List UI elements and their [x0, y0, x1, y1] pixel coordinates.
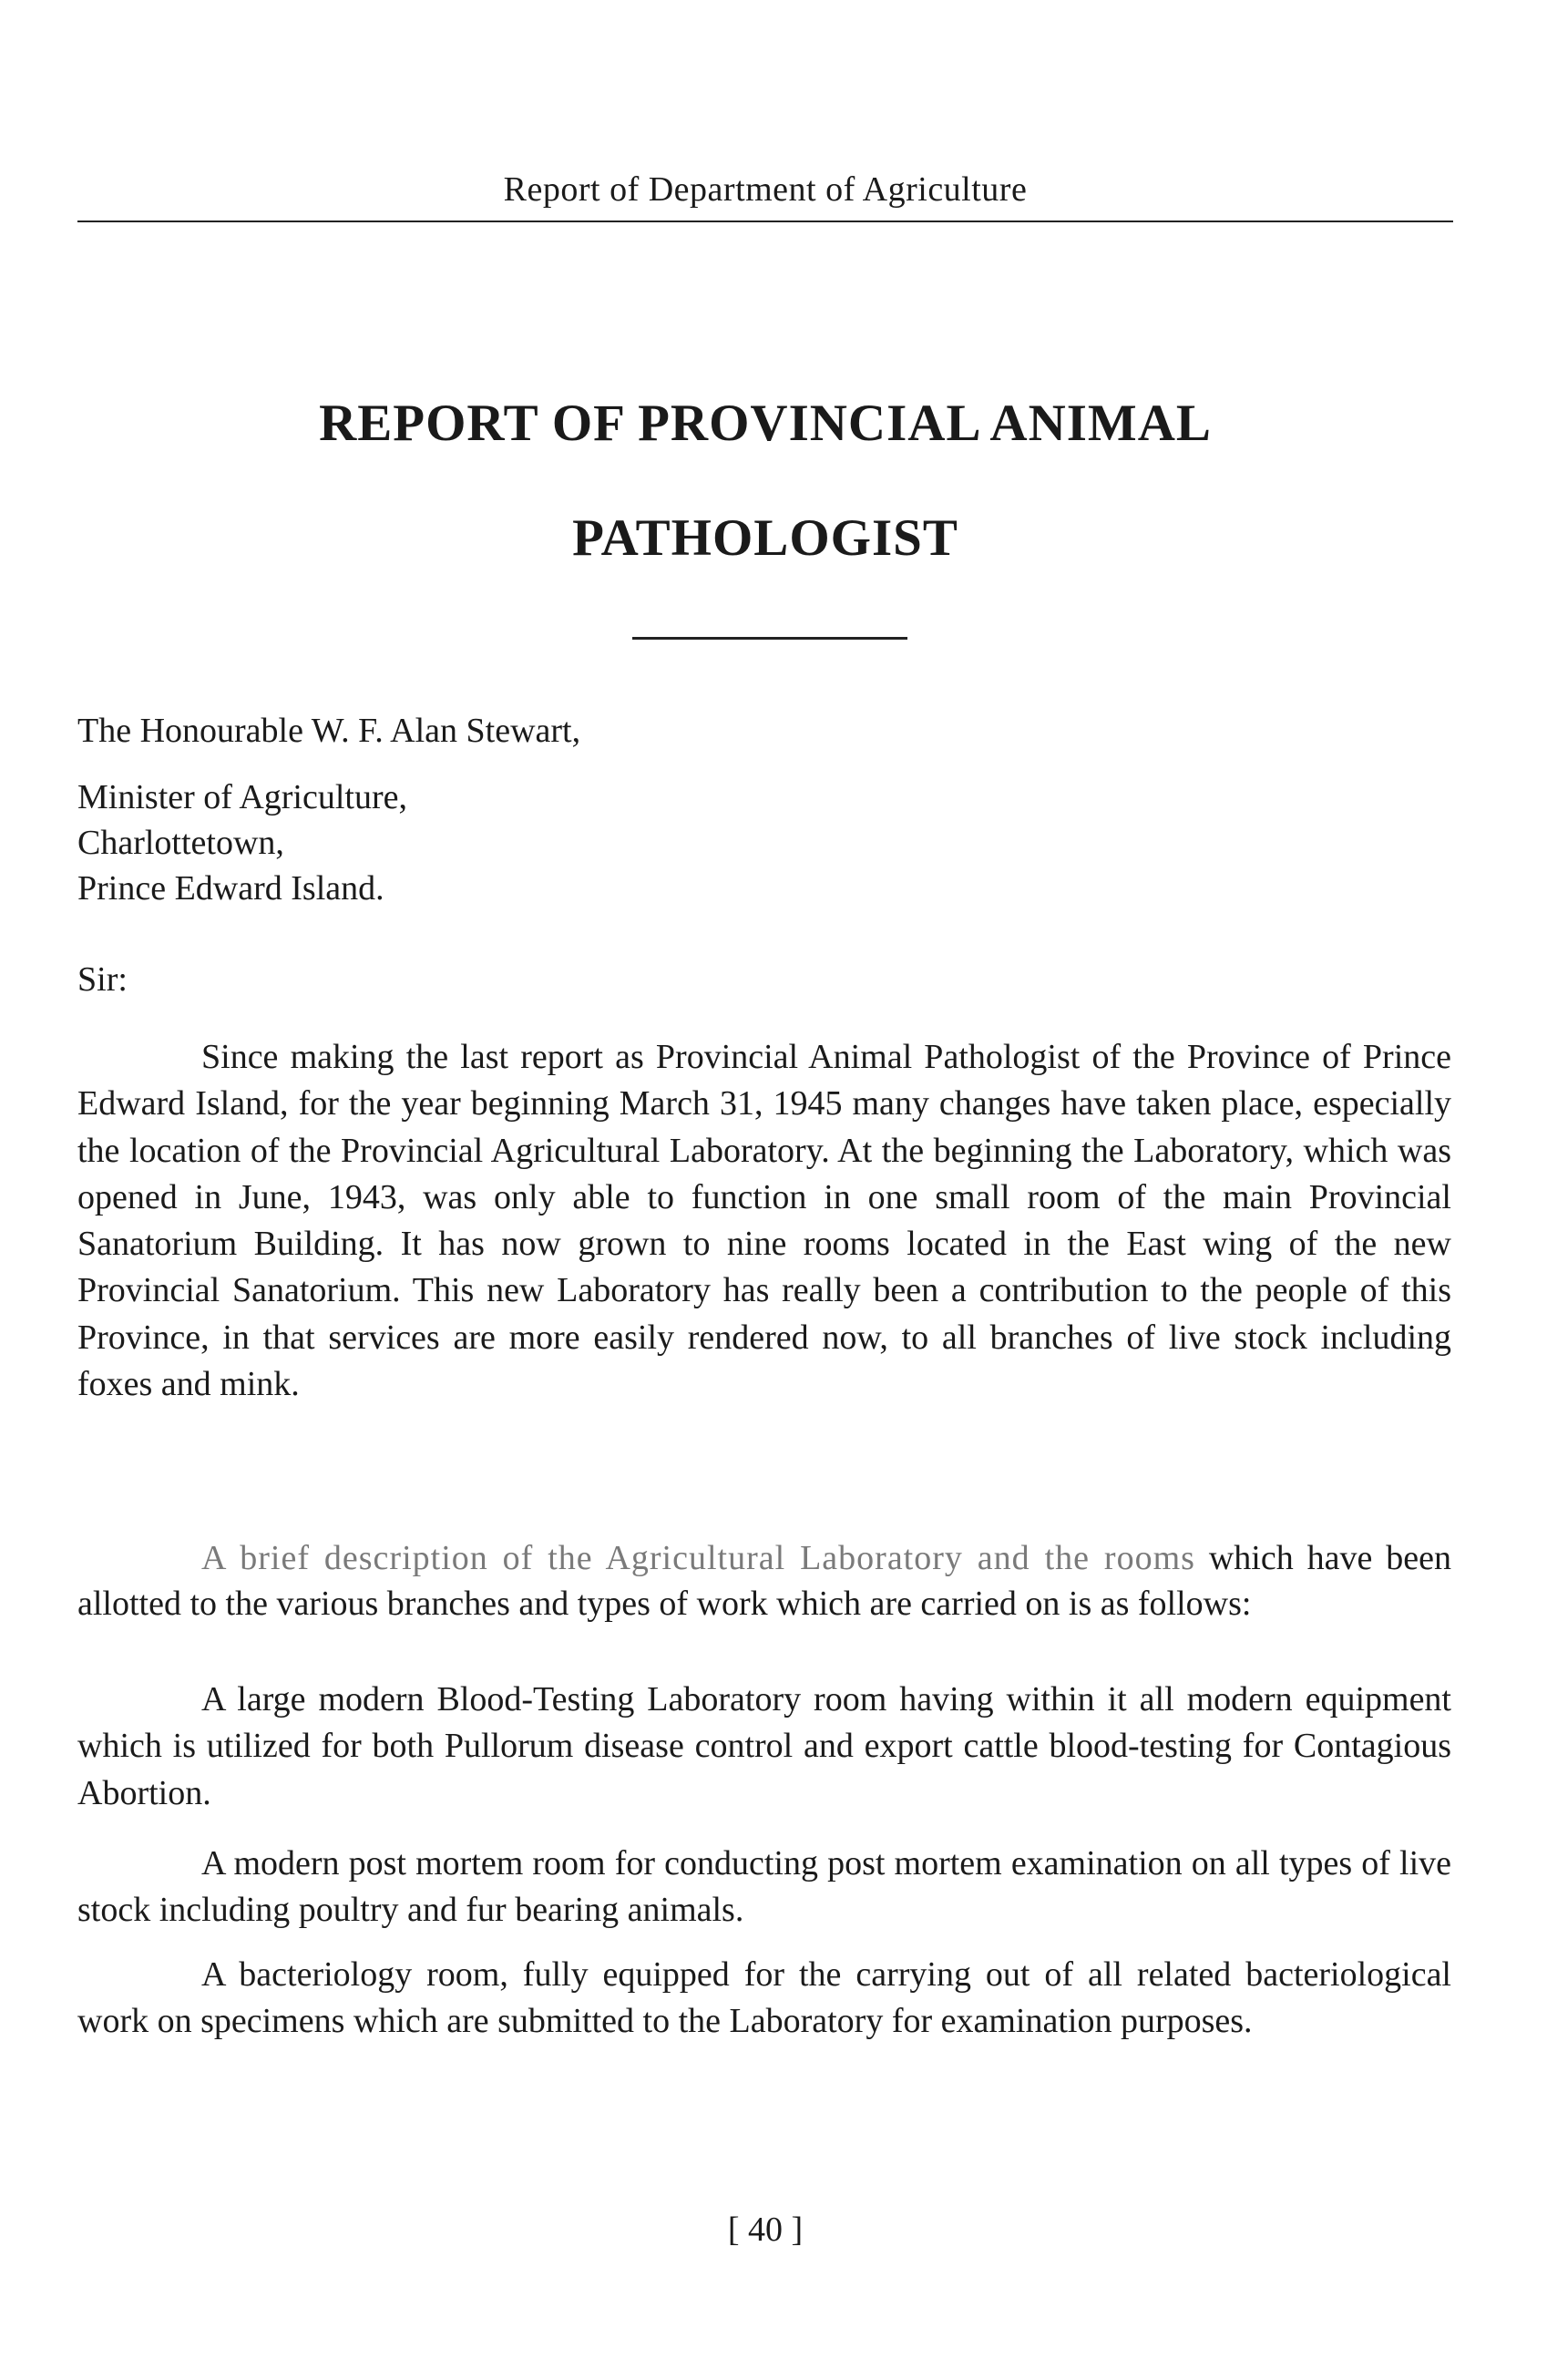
- paragraph-introduction: Since making the last report as Provincial Animal Pathologist of the Province of Prince Edward Island, for the year beginning March 31, 1945 many changes have taken place, especially the location of the Provincial Agricultural Laboratory. At the beginning the Laboratory, which was opened in June, 1943, was only able to function in one small room of the main Provincial Sanatorium Building. It has now grown to nine rooms located in the East wing of the new Provincial Sanatorium. This new Laboratory has really been a contribution to the people of this Province, in that services are more easily rendered now, to all branches of live stock including foxes and mink.: [77, 1038, 1451, 1404]
- salutation: Sir:: [77, 960, 128, 999]
- addressee-city: Charlottetown,: [77, 824, 284, 862]
- title-rule: [632, 637, 907, 640]
- report-title-line-2: PATHOLOGIST: [572, 509, 958, 567]
- faint-text: A brief description of the Agricultural Laboratory and the rooms: [201, 1539, 1195, 1577]
- paragraph-post-mortem-room: A modern post mortem room for conducting post mortem examination on all types of live stock including poultry and fur bearing animals.: [77, 1844, 1451, 1930]
- paragraph-description-text: which have been allotted to the various branches and types of work which are carried on is as follows:: [77, 1539, 1451, 1623]
- page-number: [ 40 ]: [727, 2211, 804, 2249]
- running-head: Report of Department of Agriculture: [503, 170, 1028, 209]
- paragraph-description: [77, 1535, 1451, 1626]
- report-title-line-1: REPORT OF PROVINCIAL ANIMAL: [319, 395, 1212, 452]
- header-rule: [77, 221, 1453, 222]
- addressee-name: The Honourable W. F. Alan Stewart,: [77, 712, 581, 750]
- addressee-province: Prince Edward Island.: [77, 869, 384, 908]
- addressee-title: Minister of Agriculture,: [77, 778, 407, 816]
- paragraph-blood-testing-room: A large modern Blood-Testing Laboratory room having within it all modern equipment which is utilized for both Pullorum disease control and export cattle blood-testing for Contagious Abortion.: [77, 1680, 1451, 1812]
- paragraph-bacteriology-room: A bacteriology room, fully equipped for the carrying out of all related bacteriological work on specimens which are submitted to the Laboratory for examination purposes.: [77, 1955, 1451, 2041]
